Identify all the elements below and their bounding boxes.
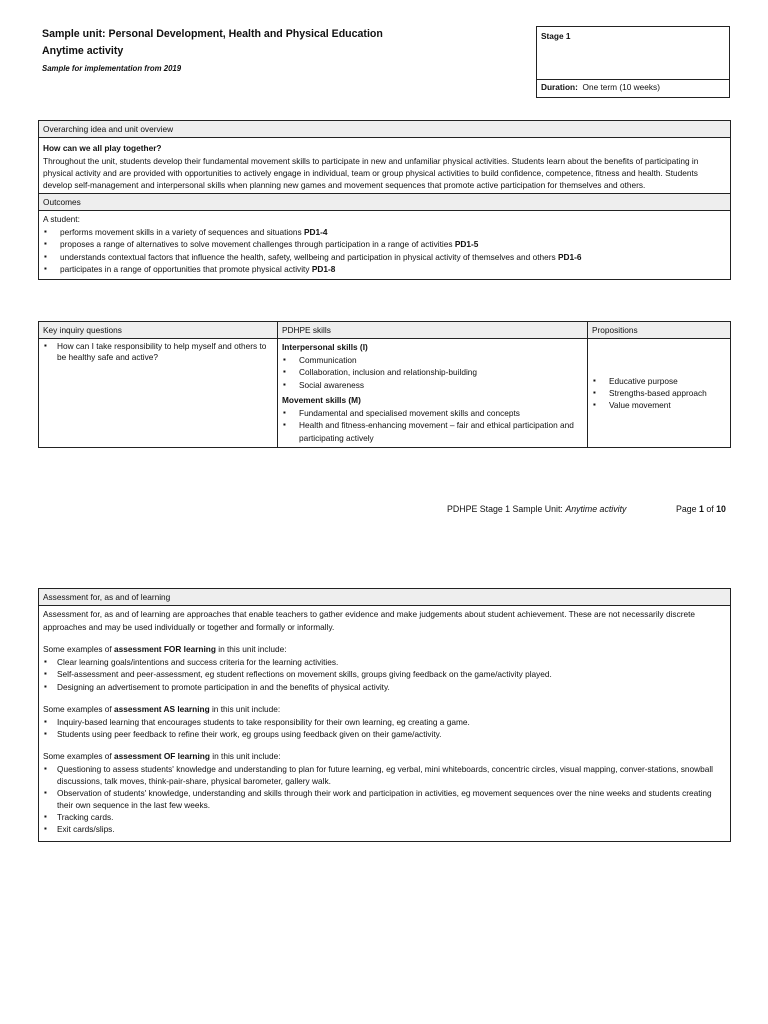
- outcome-item: ▪ performs movement skills in a variety of sequences and situations PD1-4: [43, 226, 726, 238]
- duration-value: One term (10 weeks): [582, 82, 660, 92]
- footer-unit: PDHPE Stage 1 Sample Unit:: [447, 504, 566, 514]
- assessment-intro: Assessment for, as and of learning are approaches that enable teachers to gather evidence and make judgements about student achievement. These are not necessarily discrete approaches and may be used individually or together and formally or informally.: [43, 609, 696, 632]
- proposition-item: ▪ Strengths-based approach: [592, 387, 726, 399]
- assessment-item: ▪ Exit cards/slips.: [43, 823, 726, 835]
- overview-body: [39, 138, 731, 193]
- overview-question: How can we all play together?: [43, 143, 162, 154]
- outcome-code: PD1-6: [557, 251, 582, 262]
- overview-text: Throughout the unit, students develop their fundamental movement skills to participate in new and unfamiliar physical activities. Students learn about the benefits of participating in physical activity and are provided with opportunities to actively engage in individual, team or group physical activities to build confidence, competence, fitness and health. Students develop self-management and interpersonal skills when planning new games and movement sequences that promote active participation for themselves and others.: [43, 155, 699, 190]
- skill-item: ▪ Health and fitness-enhancing movement – fair and ethical participation and participating actively: [282, 419, 583, 444]
- inquiry-questions-list: [43, 341, 273, 363]
- interpersonal-list: [282, 354, 583, 391]
- page-footer: [447, 503, 737, 516]
- assessment-item: ▪ Observation of students' knowledge, understanding and skills through their work and participation in activities, eg movement sequences over the nine weeks and students creating their own sequence in the last few weeks.: [43, 787, 726, 811]
- stage-label: Stage 1: [537, 27, 729, 80]
- propositions-list: [592, 375, 726, 412]
- movement-heading: Movement skills (M): [282, 395, 361, 406]
- outcome-item: ▪ participates in a range of opportunities that promote physical activity PD1-8: [43, 263, 726, 275]
- assessment-for-intro: Some examples of assessment FOR learning in this unit include:: [43, 644, 287, 655]
- assessment-item: ▪ Designing an advertisement to promote participation in and the benefits of physical activity.: [43, 681, 726, 693]
- assessment-as-list: [43, 716, 726, 741]
- outcomes-intro: A student:: [43, 214, 80, 225]
- outcomes-list: [43, 226, 726, 276]
- assessment-item: ▪ Tracking cards.: [43, 811, 726, 823]
- outcomes-body: [39, 211, 731, 279]
- overview-heading: Overarching idea and unit overview: [39, 121, 731, 138]
- duration-label: Duration:: [541, 82, 578, 92]
- inquiry-col-propositions: Propositions: [588, 322, 731, 339]
- assessment-body: [39, 606, 731, 841]
- assessment-item: ▪ Questioning to assess students' knowledge and understanding to plan for future learning, eg verbal, mini whiteboards, concentric circles, visual mapping, conver-stations, snowball discussions, talk moves, think-pair-share, physical barometer, gallery walk.: [43, 763, 726, 787]
- inquiry-col-questions: Key inquiry questions: [39, 322, 278, 339]
- outcome-code: PD1-4: [303, 226, 328, 237]
- assessment-item: ▪ Clear learning goals/intentions and success criteria for the learning activities.: [43, 656, 726, 668]
- inquiry-questions-cell: [39, 339, 278, 448]
- proposition-item: ▪ Educative purpose: [592, 375, 726, 387]
- overview-table: [38, 120, 731, 280]
- duration-row: [537, 80, 729, 94]
- assessment-for-list: [43, 656, 726, 693]
- assessment-heading: Assessment for, as and of learning: [39, 589, 731, 606]
- skill-item: ▪ Collaboration, inclusion and relationship-building: [282, 366, 583, 378]
- proposition-item: ▪ Value movement: [592, 399, 726, 411]
- assessment-item: ▪ Self-assessment and peer-assessment, eg student reflections on movement skills, groups giving feedback on the game/activity played.: [43, 668, 726, 680]
- implementation-note: Sample for implementation from 2019: [42, 63, 182, 73]
- skill-item: ▪ Social awareness: [282, 379, 583, 391]
- outcome-code: PD1-5: [454, 239, 479, 250]
- assessment-table: [38, 588, 731, 842]
- movement-list: [282, 407, 583, 444]
- interpersonal-heading: Interpersonal skills (I): [282, 342, 368, 353]
- outcome-code: PD1-8: [311, 264, 336, 275]
- inquiry-col-skills: PDHPE skills: [278, 322, 588, 339]
- skill-item: ▪ Fundamental and specialised movement skills and concepts: [282, 407, 583, 419]
- unit-subtitle: Anytime activity: [42, 44, 124, 57]
- outcome-item: ▪ proposes a range of alternatives to solve movement challenges through participation in a range of activities PD1-5: [43, 238, 726, 250]
- assessment-item: ▪ Inquiry-based learning that encourages students to take responsibility for their own learning, eg creating a game.: [43, 716, 726, 728]
- inquiry-table: [38, 321, 731, 448]
- assessment-item: ▪ Students using peer feedback to refine their work, eg groups using feedback given on their game/activity.: [43, 728, 726, 740]
- page-number: Page 1 of 10: [676, 504, 726, 514]
- stage-box: [536, 26, 730, 98]
- assessment-as-intro: Some examples of assessment AS learning in this unit include:: [43, 704, 281, 715]
- skill-item: ▪ Communication: [282, 354, 583, 366]
- propositions-cell: [588, 339, 731, 448]
- outcomes-heading: Outcomes: [39, 193, 731, 210]
- unit-title: Sample unit: Personal Development, Health and Physical Education: [42, 28, 383, 40]
- skills-cell: [278, 339, 588, 448]
- outcome-item: ▪ understands contextual factors that influence the health, safety, wellbeing and participation in physical activity of themselves and others PD1-6: [43, 251, 726, 263]
- inquiry-question: ▪ How can I take responsibility to help myself and others to be healthy safe and active?: [43, 341, 273, 363]
- unit-header: [42, 26, 522, 75]
- assessment-of-intro: Some examples of assessment OF learning in this unit include:: [43, 751, 281, 762]
- footer-unit-name: Anytime activity: [565, 504, 627, 514]
- assessment-of-list: [43, 763, 726, 836]
